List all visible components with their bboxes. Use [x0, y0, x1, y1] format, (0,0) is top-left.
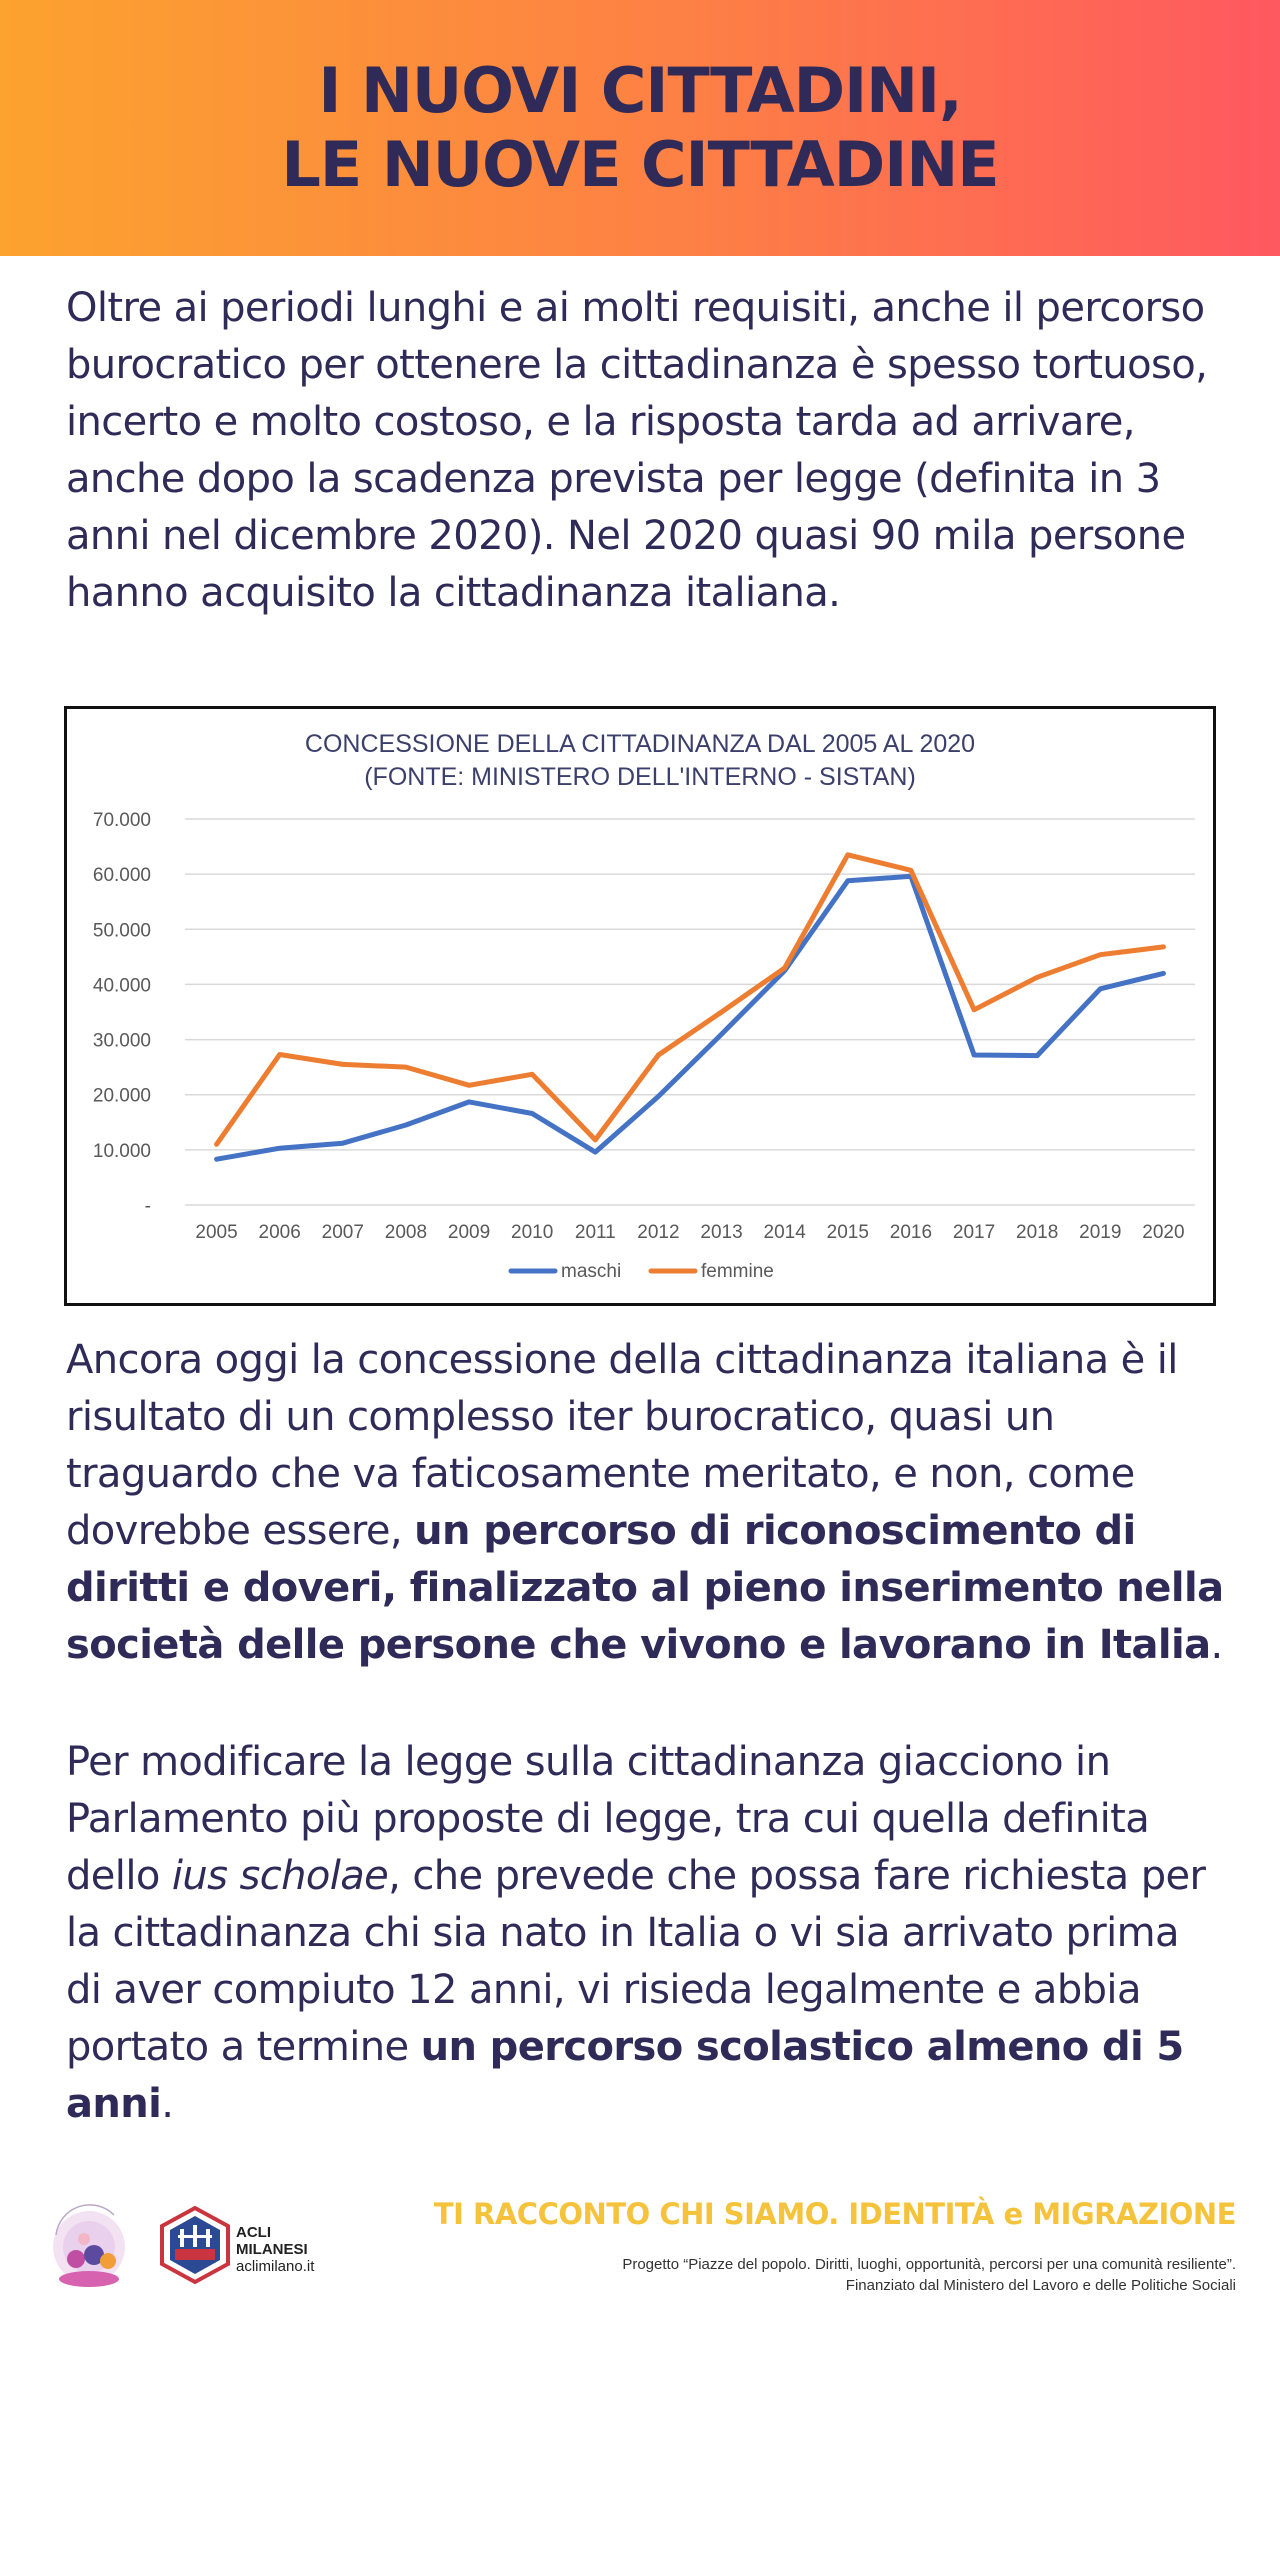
chart-y-ticks [93, 810, 151, 1217]
chart-series [217, 855, 1164, 1159]
x-tick-label: 2016 [889, 1222, 933, 1243]
acli-name-2: MILANESI [236, 2241, 308, 2258]
footer-note [436, 2254, 1236, 2296]
y-tick-label: 70.000 [92, 810, 151, 831]
y-tick-label: 30.000 [92, 1030, 151, 1052]
y-tick-label: 60.000 [92, 865, 151, 887]
x-tick-label: 2018 [1016, 1222, 1059, 1243]
para3-text-1: Per modificare la legge sulla cittadinanza giacciono in Parlamento più proposte di legge, tra cui quella definita dello [66, 1739, 1150, 1899]
chart-svg [67, 709, 1213, 1303]
x-tick-label: 2020 [1142, 1222, 1185, 1243]
x-tick-label: 2012 [637, 1222, 680, 1243]
chart-title-line-1: CONCESSIONE DELLA CITTADINANZA DAL 2005 AL 2020 [304, 730, 976, 758]
x-tick-label: 2006 [258, 1222, 301, 1243]
footer-tagline: TI RACCONTO CHI SIAMO. IDENTITÀ e MIGRAZIONE [433, 2197, 1236, 2231]
chart-title-line-2: (FONTE: MINISTERO DELL'INTERNO - SISTAN) [364, 763, 916, 791]
y-tick-label: 10.000 [92, 1140, 151, 1162]
x-tick-label: 2017 [952, 1222, 996, 1243]
series-line-maschi [217, 876, 1164, 1159]
series-line-femmine [217, 855, 1164, 1145]
body-paragraph-2 [66, 1332, 1226, 1674]
para3-emphasis: un percorso scolastico almeno di 5 anni [66, 2024, 1184, 2127]
title-line-2: LE NUOVE CITTADINE [281, 128, 999, 201]
legend-label-maschi: maschi [561, 1261, 622, 1282]
acli-logo-text [236, 2224, 314, 2275]
y-tick-label: 20.000 [92, 1085, 151, 1107]
page-title [281, 54, 998, 202]
x-tick-label: 2019 [1079, 1222, 1122, 1243]
x-tick-label: 2007 [321, 1222, 364, 1243]
intro-paragraph: Oltre ai periodi lunghi e ai molti requisiti, anche il percorso burocratico per ottenere la cittadinanza è spesso tortuoso, incerto e molto costoso, e la risposta tarda ad arrivare, anche dopo la scadenza prevista per legge (definita in 3 anni nel dicembre 2020). Nel 2020 quasi 90 mila persone hanno acquisito la cittadinanza italiana. [66, 285, 1208, 616]
acli-logo-icon [158, 2205, 232, 2285]
chart-gridlines [185, 819, 1195, 1205]
chart-legend [511, 1261, 774, 1282]
x-tick-label: 2005 [195, 1222, 238, 1243]
y-tick-label: - [144, 1196, 151, 1217]
chart-x-ticks [195, 1222, 1184, 1243]
x-tick-label: 2008 [384, 1222, 428, 1243]
body-paragraph-3 [66, 1734, 1226, 2133]
para3-text-2: , che prevede che possa fare richiesta per la cittadinanza chi sia nato in Italia o vi sia arrivato prima di aver compiuto 12 anni, vi risieda legalmente e abbia portato a termine [66, 1853, 1206, 2070]
y-tick-label: 50.000 [92, 920, 151, 942]
x-tick-label: 2013 [700, 1222, 743, 1243]
para2-emphasis: un percorso di riconoscimento di diritti e doveri, finalizzato al pieno inserimento nella società delle persone che vivono e lavorano in Italia [66, 1508, 1224, 1668]
y-tick-label: 40.000 [92, 975, 151, 997]
x-tick-label: 2014 [763, 1222, 806, 1243]
para3-end: . [161, 2081, 174, 2127]
para2-text: Ancora oggi la concessione della cittadinanza italiana è il risultato di un complesso iter burocratico, quasi un traguardo che va faticosamente meritato, e non, come dovrebbe essere, [66, 1337, 1178, 1554]
legend-label-femmine: femmine [701, 1261, 774, 1282]
title-line-1: I NUOVI CITTADINI, [318, 54, 962, 127]
para3-italic: ius scholae [171, 1853, 389, 1899]
x-tick-label: 2015 [826, 1222, 869, 1243]
header-banner [0, 0, 1280, 256]
footer-note-line-1: Progetto “Piazze del popolo. Diritti, luoghi, opportunità, percorsi per una comunità resiliente”. [622, 2256, 1236, 2273]
project-logo-icon [44, 2195, 134, 2295]
citizenship-chart [64, 706, 1216, 1306]
acli-website: aclimilano.it [236, 2258, 315, 2275]
x-tick-label: 2011 [574, 1222, 616, 1243]
x-tick-label: 2010 [511, 1222, 554, 1243]
footer-note-line-2: Finanziato dal Ministero del Lavoro e delle Politiche Sociali [845, 2277, 1236, 2294]
x-tick-label: 2009 [447, 1222, 491, 1243]
para2-end: . [1210, 1622, 1223, 1668]
acli-name-1: ACLI [236, 2224, 271, 2241]
